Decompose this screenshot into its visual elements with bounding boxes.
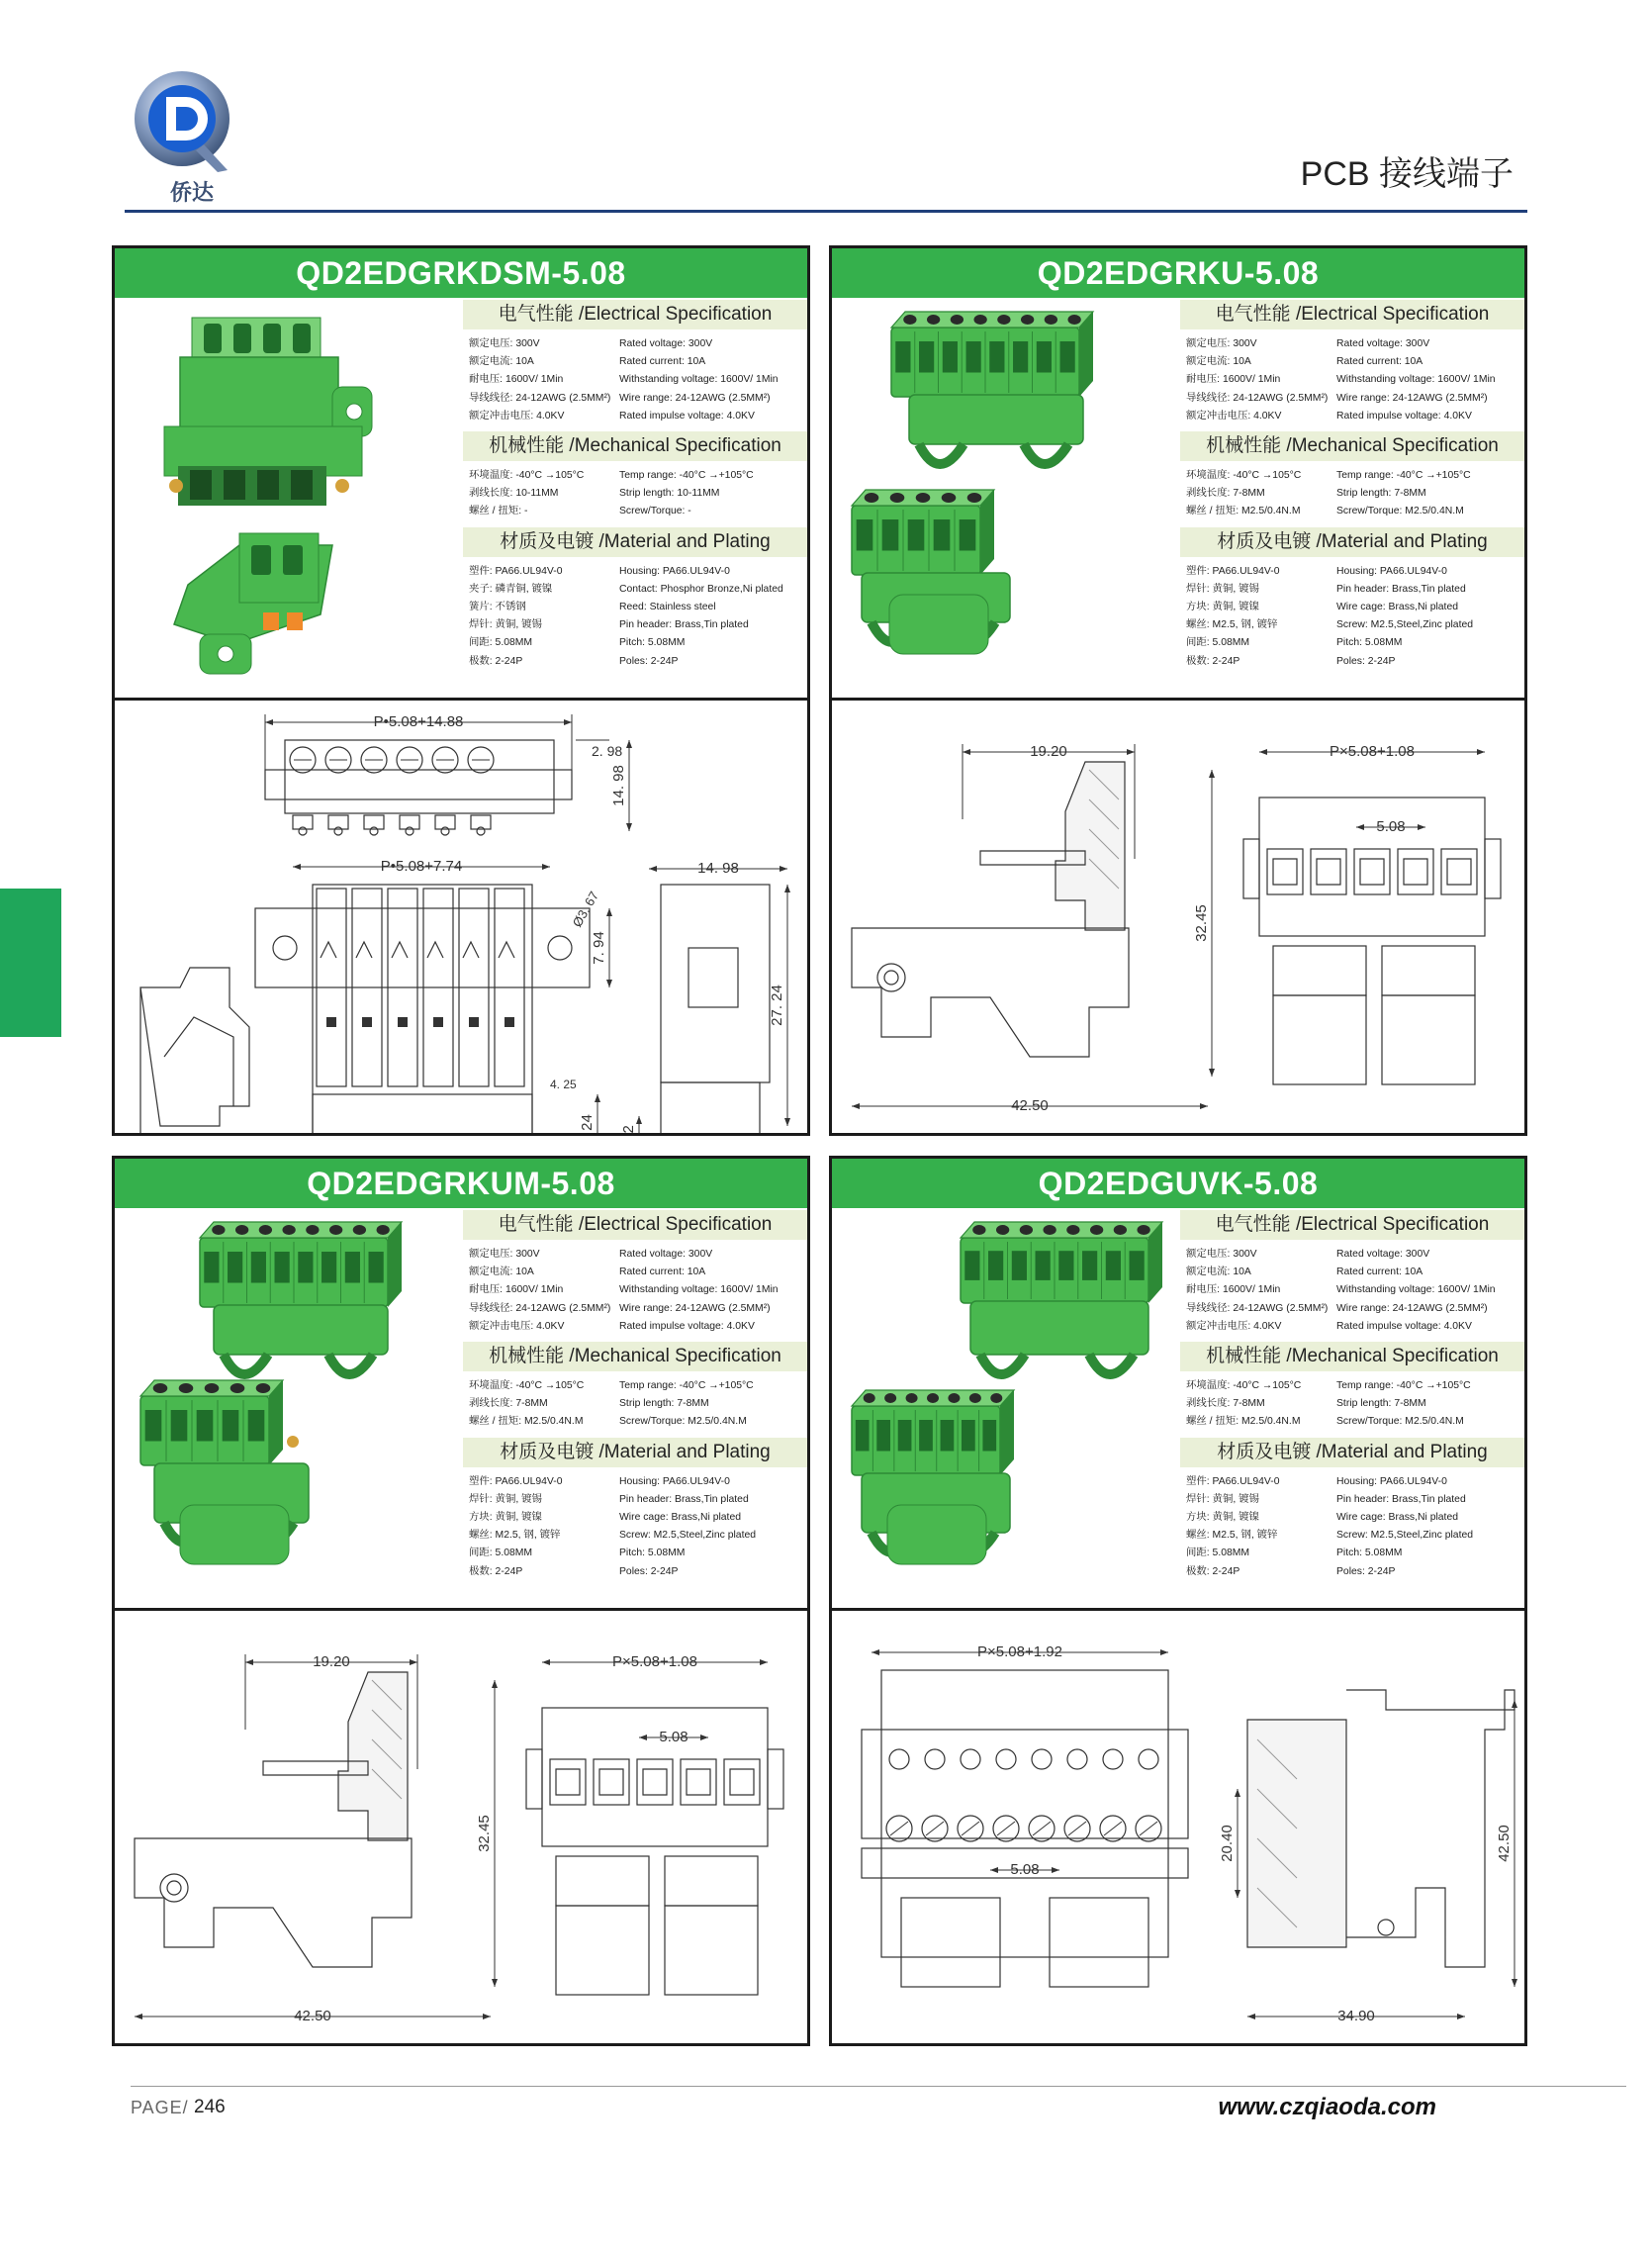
spec-cn: 极数: 2-24P xyxy=(1186,655,1240,667)
spec-en: Wire cage: Brass,Ni plated xyxy=(619,1512,742,1524)
dimension-label: 5.08 xyxy=(659,1729,688,1745)
spec-cn: 额定电流: 10A xyxy=(469,356,534,368)
spec-en: Wire range: 24-12AWG (2.5MM²) xyxy=(1336,392,1488,404)
mechanical-heading: 机械性能 /Mechanical Specification xyxy=(463,1342,807,1371)
product-panel-qd2edgrkdsm xyxy=(112,245,810,1136)
spec-cn: 螺丝 / 扭矩: M2.5/0.4N.M xyxy=(1186,1416,1301,1428)
mechanical-row xyxy=(1186,1377,1520,1395)
dimension-label: P×5.08+1.08 xyxy=(612,1653,697,1670)
dimension-label: 32.45 xyxy=(1193,904,1210,942)
electrical-row xyxy=(1186,1318,1520,1336)
spec-en: Rated voltage: 300V xyxy=(1336,338,1430,349)
dimension-label xyxy=(620,1125,637,1133)
mechanical-row xyxy=(1186,467,1520,485)
spec-en: Rated current: 10A xyxy=(619,356,706,368)
spec-en: Wire range: 24-12AWG (2.5MM²) xyxy=(1336,1302,1488,1314)
dimension-drawing xyxy=(832,701,1524,1133)
mechanical-row xyxy=(1186,1413,1520,1431)
side-tab-marker xyxy=(0,889,61,1037)
header-divider xyxy=(125,210,1527,213)
spec-cn: 极数: 2-24P xyxy=(469,1565,523,1577)
spec-table xyxy=(463,298,807,698)
spec-en: Rated impulse voltage: 4.0KV xyxy=(619,1320,755,1332)
spec-table xyxy=(1180,298,1524,698)
website-link[interactable]: www.czqiaoda.com xyxy=(1218,2094,1436,2120)
material-row xyxy=(1186,563,1520,581)
spec-cn: 螺丝: M2.5, 钢, 镀锌 xyxy=(469,1530,561,1542)
page-number: 246 xyxy=(194,2097,226,2117)
spec-cn: 额定冲击电压: 4.0KV xyxy=(1186,1320,1282,1332)
spec-en: Poles: 2-24P xyxy=(1336,655,1396,667)
electrical-row xyxy=(469,390,803,408)
electrical-row xyxy=(469,1264,803,1281)
spec-en: Screw/Torque: - xyxy=(619,506,691,517)
material-row xyxy=(469,653,803,671)
spec-en: Screw/Torque: M2.5/0.4N.M xyxy=(1336,506,1464,517)
material-row xyxy=(1186,616,1520,634)
spec-cn: 方块: 黄铜, 镀镍 xyxy=(1186,1512,1259,1524)
spec-en: Rated voltage: 300V xyxy=(619,1249,713,1260)
electrical-heading: 电气性能 /Electrical Specification xyxy=(1180,300,1524,329)
electrical-row xyxy=(1186,1264,1520,1281)
spec-table xyxy=(1180,1208,1524,1608)
electrical-row xyxy=(1186,390,1520,408)
spec-en: Housing: PA66.UL94V-0 xyxy=(1336,1475,1447,1487)
spec-cn: 焊针: 黄铜, 镀锡 xyxy=(469,619,542,631)
spec-en: Contact: Phosphor Bronze,Ni plated xyxy=(619,583,783,595)
spec-en: Screw/Torque: M2.5/0.4N.M xyxy=(619,1416,747,1428)
spec-cn: 夹子: 磷青铜, 镀镍 xyxy=(469,583,553,595)
spec-cn: 耐电压: 1600V/ 1Min xyxy=(469,1284,564,1296)
dimension-label: Ø3. 67 xyxy=(569,889,602,930)
electrical-row xyxy=(469,408,803,425)
spec-en: Pitch: 5.08MM xyxy=(619,1548,686,1559)
electrical-row xyxy=(1186,1281,1520,1299)
material-row xyxy=(469,1545,803,1562)
dimension-drawing xyxy=(115,1611,807,2043)
spec-cn: 塑件: PA66.UL94V-0 xyxy=(1186,565,1280,577)
dimension-label: 4. 25 xyxy=(550,1078,577,1091)
spec-cn: 额定电压: 300V xyxy=(1186,1249,1257,1260)
dimension-label: 42.50 xyxy=(1496,1825,1513,1862)
spec-en: Pitch: 5.08MM xyxy=(1336,1548,1403,1559)
mechanical-heading: 机械性能 /Mechanical Specification xyxy=(463,431,807,461)
dimension-label: 5.08 xyxy=(1010,1861,1040,1878)
spec-cn: 剥线长度: 7-8MM xyxy=(1186,1398,1265,1410)
spec-cn: 间距: 5.08MM xyxy=(1186,1548,1250,1559)
material-heading: 材质及电镀 /Material and Plating xyxy=(1180,527,1524,557)
spec-en: Screw: M2.5,Steel,Zinc plated xyxy=(1336,1530,1474,1542)
page-label: PAGE/ xyxy=(131,2098,189,2117)
material-heading: 材质及电镀 /Material and Plating xyxy=(463,1438,807,1467)
dimension-label: P×5.08+1.92 xyxy=(977,1643,1062,1660)
spec-cn: 额定电流: 10A xyxy=(1186,356,1251,368)
footer-divider xyxy=(131,2086,1626,2087)
spec-cn: 额定冲击电压: 4.0KV xyxy=(1186,410,1282,422)
dimension-label: 42.50 xyxy=(1011,1097,1049,1114)
dimension-label: 32.45 xyxy=(476,1815,493,1852)
spec-cn: 间距: 5.08MM xyxy=(1186,637,1250,649)
product-title: QD2EDGRKU-5.08 xyxy=(832,248,1524,298)
dimension-drawing xyxy=(832,1611,1524,2043)
material-row xyxy=(1186,1509,1520,1527)
electrical-row xyxy=(1186,371,1520,389)
spec-en: Poles: 2-24P xyxy=(1336,1565,1396,1577)
spec-cn: 额定电压: 300V xyxy=(469,1249,540,1260)
spec-cn: 额定电流: 10A xyxy=(469,1267,534,1278)
material-row xyxy=(469,563,803,581)
dimension-label xyxy=(579,1114,596,1133)
material-row xyxy=(469,581,803,599)
spec-cn: 间距: 5.08MM xyxy=(469,637,533,649)
spec-en: Withstanding voltage: 1600V/ 1Min xyxy=(1336,374,1496,386)
material-row xyxy=(469,1491,803,1509)
electrical-row xyxy=(1186,1300,1520,1318)
spec-en: Temp range: -40°C →+105°C xyxy=(1336,470,1471,482)
mechanical-row xyxy=(469,485,803,503)
mechanical-row xyxy=(469,1413,803,1431)
electrical-row xyxy=(1186,335,1520,353)
electrical-row xyxy=(469,371,803,389)
dimension-label: 14. 98 xyxy=(697,860,739,877)
spec-cn: 额定电压: 300V xyxy=(1186,338,1257,349)
spec-en: Screw: M2.5,Steel,Zinc plated xyxy=(619,1530,757,1542)
spec-en: Pitch: 5.08MM xyxy=(1336,637,1403,649)
mechanical-row xyxy=(469,467,803,485)
dimension-label: 42.50 xyxy=(294,2008,331,2024)
mechanical-row xyxy=(469,1377,803,1395)
product-title: QD2EDGRKDSM-5.08 xyxy=(115,248,807,298)
electrical-row xyxy=(469,353,803,371)
spec-cn: 极数: 2-24P xyxy=(469,655,523,667)
material-row xyxy=(1186,653,1520,671)
spec-cn: 额定电压: 300V xyxy=(469,338,540,349)
spec-en: Rated voltage: 300V xyxy=(1336,1249,1430,1260)
product-photo xyxy=(115,298,463,698)
electrical-heading: 电气性能 /Electrical Specification xyxy=(463,1210,807,1240)
spec-en: Rated impulse voltage: 4.0KV xyxy=(619,410,755,422)
mechanical-row xyxy=(469,503,803,520)
dimension-label: 7. 94 xyxy=(591,931,607,965)
spec-cn: 导线线径: 24-12AWG (2.5MM²) xyxy=(1186,392,1329,404)
spec-cn: 螺丝: M2.5, 钢, 镀锌 xyxy=(1186,619,1278,631)
spec-cn: 耐电压: 1600V/ 1Min xyxy=(1186,1284,1281,1296)
material-row xyxy=(469,1527,803,1545)
spec-cn: 方块: 黄铜, 镀镍 xyxy=(1186,602,1259,613)
spec-en: Strip length: 7-8MM xyxy=(619,1398,709,1410)
spec-en: Poles: 2-24P xyxy=(619,1565,679,1577)
spec-cn: 环境温度: -40°C →105°C xyxy=(1186,1380,1302,1392)
spec-en: Housing: PA66.UL94V-0 xyxy=(1336,565,1447,577)
electrical-row xyxy=(469,1318,803,1336)
product-title: QD2EDGUVK-5.08 xyxy=(832,1159,1524,1208)
spec-en: Withstanding voltage: 1600V/ 1Min xyxy=(619,1284,779,1296)
product-photo xyxy=(832,1208,1180,1608)
spec-cn: 塑件: PA66.UL94V-0 xyxy=(469,565,563,577)
spec-cn: 极数: 2-24P xyxy=(1186,1565,1240,1577)
electrical-row xyxy=(1186,408,1520,425)
spec-cn: 环境温度: -40°C →105°C xyxy=(1186,470,1302,482)
company-logo xyxy=(131,61,239,210)
spec-en: Rated impulse voltage: 4.0KV xyxy=(1336,410,1472,422)
spec-en: Wire range: 24-12AWG (2.5MM²) xyxy=(619,392,771,404)
mechanical-heading: 机械性能 /Mechanical Specification xyxy=(1180,431,1524,461)
dimension-label: 19.20 xyxy=(1030,743,1067,760)
spec-cn: 额定电流: 10A xyxy=(1186,1267,1251,1278)
spec-cn: 导线线径: 24-12AWG (2.5MM²) xyxy=(1186,1302,1329,1314)
material-row xyxy=(1186,1545,1520,1562)
material-row xyxy=(469,1509,803,1527)
spec-en: Temp range: -40°C →+105°C xyxy=(619,470,754,482)
spec-cn: 剥线长度: 7-8MM xyxy=(469,1398,548,1410)
spec-en: Rated voltage: 300V xyxy=(619,338,713,349)
spec-en: Pin header: Brass,Tin plated xyxy=(1336,583,1466,595)
spec-cn: 导线线径: 24-12AWG (2.5MM²) xyxy=(469,1302,611,1314)
material-row xyxy=(1186,634,1520,652)
material-row xyxy=(1186,581,1520,599)
spec-cn: 间距: 5.08MM xyxy=(469,1548,533,1559)
dimension-label: P•5.08+7.74 xyxy=(380,858,463,875)
spec-en: Pin header: Brass,Tin plated xyxy=(1336,1493,1466,1505)
spec-en: Withstanding voltage: 1600V/ 1Min xyxy=(1336,1284,1496,1296)
electrical-row xyxy=(1186,1246,1520,1264)
product-photo xyxy=(115,1208,463,1608)
spec-cn: 导线线径: 24-12AWG (2.5MM²) xyxy=(469,392,611,404)
material-heading: 材质及电镀 /Material and Plating xyxy=(463,527,807,557)
dimension-label: 2. 98 xyxy=(592,743,623,759)
electrical-row xyxy=(469,1246,803,1264)
spec-en: Screw/Torque: M2.5/0.4N.M xyxy=(1336,1416,1464,1428)
dimension-label: 34.90 xyxy=(1337,2008,1375,2024)
spec-cn: 耐电压: 1600V/ 1Min xyxy=(469,374,564,386)
page-title: PCB 接线端子 xyxy=(1300,155,1514,193)
spec-cn: 额定冲击电压: 4.0KV xyxy=(469,1320,565,1332)
material-row xyxy=(469,634,803,652)
product-panel-qd2edgrku xyxy=(829,245,1527,1136)
spec-cn: 螺丝 / 扭矩: M2.5/0.4N.M xyxy=(469,1416,584,1428)
material-row xyxy=(469,616,803,634)
spec-cn: 塑件: PA66.UL94V-0 xyxy=(1186,1475,1280,1487)
dimension-label: 14. 98 xyxy=(610,765,627,806)
spec-cn: 方块: 黄铜, 镀镍 xyxy=(469,1512,542,1524)
spec-cn: 焊针: 黄铜, 镀锡 xyxy=(469,1493,542,1505)
product-photo xyxy=(832,298,1180,698)
spec-en: Housing: PA66.UL94V-0 xyxy=(619,1475,730,1487)
spec-en: Wire cage: Brass,Ni plated xyxy=(1336,1512,1459,1524)
spec-en: Temp range: -40°C →+105°C xyxy=(619,1380,754,1392)
material-row xyxy=(469,1563,803,1581)
spec-en: Reed: Stainless steel xyxy=(619,602,716,613)
spec-cn: 塑件: PA66.UL94V-0 xyxy=(469,1475,563,1487)
mechanical-row xyxy=(1186,503,1520,520)
spec-cn: 额定冲击电压: 4.0KV xyxy=(469,410,565,422)
spec-en: Strip length: 7-8MM xyxy=(1336,1398,1426,1410)
material-row xyxy=(469,599,803,616)
spec-cn: 剥线长度: 10-11MM xyxy=(469,488,559,500)
material-row xyxy=(1186,1527,1520,1545)
dimension-label: 27. 24 xyxy=(769,985,785,1026)
spec-en: Pin header: Brass,Tin plated xyxy=(619,619,749,631)
material-heading: 材质及电镀 /Material and Plating xyxy=(1180,1438,1524,1467)
logo-text: 侨达 xyxy=(170,180,215,205)
product-panel-qd2edgrkum xyxy=(112,1156,810,2046)
spec-en: Pitch: 5.08MM xyxy=(619,637,686,649)
mechanical-heading: 机械性能 /Mechanical Specification xyxy=(1180,1342,1524,1371)
dimension-label: 19.20 xyxy=(313,1653,350,1670)
dimension-label: 20.40 xyxy=(1219,1825,1236,1862)
spec-en: Wire range: 24-12AWG (2.5MM²) xyxy=(619,1302,771,1314)
material-row xyxy=(1186,1473,1520,1491)
spec-cn: 螺丝: M2.5, 钢, 镀锌 xyxy=(1186,1530,1278,1542)
spec-cn: 环境温度: -40°C →105°C xyxy=(469,470,585,482)
spec-en: Pin header: Brass,Tin plated xyxy=(619,1493,749,1505)
electrical-row xyxy=(469,1300,803,1318)
spec-en: Wire cage: Brass,Ni plated xyxy=(1336,602,1459,613)
dimension-label: 5.08 xyxy=(1376,818,1406,835)
electrical-heading: 电气性能 /Electrical Specification xyxy=(1180,1210,1524,1240)
spec-cn: 簧片: 不锈钢 xyxy=(469,602,526,613)
spec-cn: 螺丝 / 扭矩: M2.5/0.4N.M xyxy=(1186,506,1301,517)
electrical-heading: 电气性能 /Electrical Specification xyxy=(463,300,807,329)
spec-en: Strip length: 10-11MM xyxy=(619,488,720,500)
spec-cn: 焊针: 黄铜, 镀锡 xyxy=(1186,1493,1259,1505)
dimension-label: P×5.08+1.08 xyxy=(1330,743,1415,760)
spec-en: Temp range: -40°C →+105°C xyxy=(1336,1380,1471,1392)
spec-cn: 剥线长度: 7-8MM xyxy=(1186,488,1265,500)
spec-cn: 环境温度: -40°C →105°C xyxy=(469,1380,585,1392)
electrical-row xyxy=(469,335,803,353)
spec-cn: 焊针: 黄铜, 镀锡 xyxy=(1186,583,1259,595)
product-title: QD2EDGRKUM-5.08 xyxy=(115,1159,807,1208)
dimension-label: P•5.08+14.88 xyxy=(373,713,464,730)
material-row xyxy=(1186,1491,1520,1509)
spec-cn: 耐电压: 1600V/ 1Min xyxy=(1186,374,1281,386)
spec-en: Rated current: 10A xyxy=(1336,356,1423,368)
material-row xyxy=(1186,599,1520,616)
electrical-row xyxy=(1186,353,1520,371)
mechanical-row xyxy=(1186,485,1520,503)
spec-en: Rated impulse voltage: 4.0KV xyxy=(1336,1320,1472,1332)
material-row xyxy=(469,1473,803,1491)
material-row xyxy=(1186,1563,1520,1581)
spec-en: Poles: 2-24P xyxy=(619,655,679,667)
spec-table xyxy=(463,1208,807,1608)
spec-cn: 螺丝 / 扭矩: - xyxy=(469,506,528,517)
spec-en: Screw: M2.5,Steel,Zinc plated xyxy=(1336,619,1474,631)
mechanical-row xyxy=(1186,1395,1520,1413)
mechanical-row xyxy=(469,1395,803,1413)
electrical-row xyxy=(469,1281,803,1299)
product-panel-qd2edguvk xyxy=(829,1156,1527,2046)
spec-en: Strip length: 7-8MM xyxy=(1336,488,1426,500)
spec-en: Housing: PA66.UL94V-0 xyxy=(619,565,730,577)
spec-en: Withstanding voltage: 1600V/ 1Min xyxy=(619,374,779,386)
dimension-drawing xyxy=(115,701,807,1133)
spec-en: Rated current: 10A xyxy=(619,1267,706,1278)
spec-en: Rated current: 10A xyxy=(1336,1267,1423,1278)
